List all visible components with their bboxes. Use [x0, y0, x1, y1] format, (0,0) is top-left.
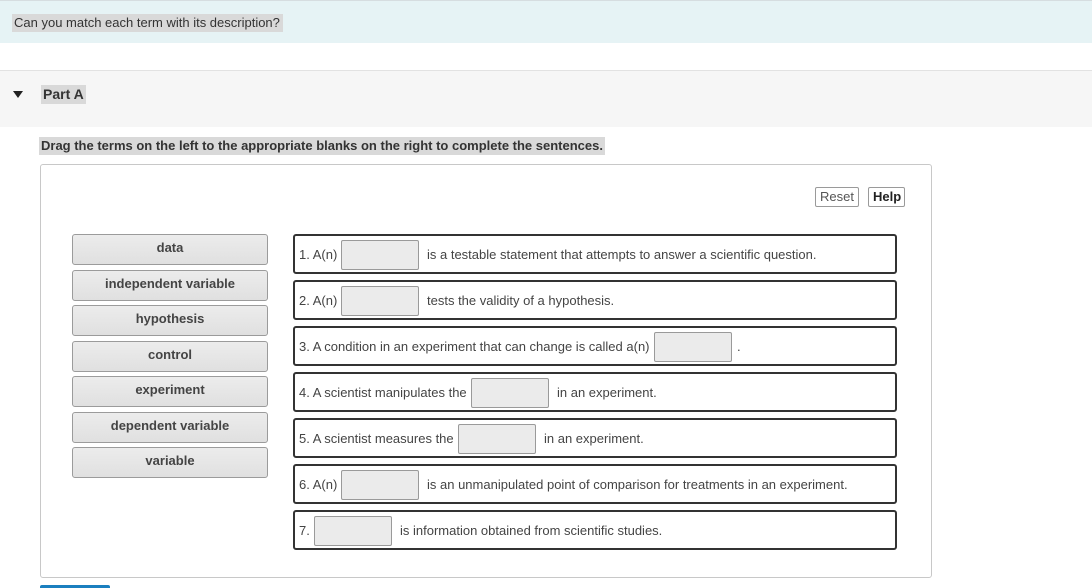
- sentence-7-after: is information obtained from scientific studies.: [400, 523, 663, 538]
- term-data[interactable]: data: [72, 234, 268, 265]
- instructions: Drag the terms on the left to the appropriate blanks on the right to complete the sentences.: [41, 138, 603, 153]
- sentence-6-after: is an unmanipulated point of comparison for treatments in an experiment.: [427, 477, 848, 492]
- sentence-2: [293, 280, 897, 320]
- term-experiment[interactable]: experiment: [72, 376, 268, 407]
- drop-blank-7[interactable]: [314, 516, 392, 546]
- drag-drop-workspace: [40, 164, 932, 578]
- sentence-3: [293, 326, 897, 366]
- sentence-5: [293, 418, 897, 458]
- sentence-2-after: tests the validity of a hypothesis.: [427, 293, 615, 308]
- drop-blank-6[interactable]: [341, 470, 419, 500]
- sentence-5-before: 5. A scientist measures the: [299, 431, 454, 446]
- drop-blank-4[interactable]: [471, 378, 549, 408]
- sentence-1-before: 1. A(n): [299, 247, 338, 262]
- sentence-7: [293, 510, 897, 550]
- sentence-5-after: in an experiment.: [544, 431, 644, 446]
- sentence-1-after: is a testable statement that attempts to answer a scientific question.: [427, 247, 817, 262]
- question-text: Can you match each term with its description?: [12, 14, 283, 32]
- sentence-6: [293, 464, 897, 504]
- sentence-4: [293, 372, 897, 412]
- term-variable[interactable]: variable: [72, 447, 268, 478]
- help-button[interactable]: Help: [868, 187, 905, 207]
- sentence-3-before: 3. A condition in an experiment that can change is called a(n): [299, 339, 650, 354]
- question-bar: [0, 1, 1092, 43]
- sentence-2-before: 2. A(n): [299, 293, 338, 308]
- sentence-4-before: 4. A scientist manipulates the: [299, 385, 467, 400]
- term-hypothesis[interactable]: hypothesis: [72, 305, 268, 336]
- drop-blank-3[interactable]: [654, 332, 732, 362]
- term-control[interactable]: control: [72, 341, 268, 372]
- sentence-7-before: 7.: [299, 523, 310, 538]
- sentence-3-after: .: [737, 339, 741, 354]
- part-title: Part A: [43, 86, 84, 102]
- reset-button[interactable]: Reset: [815, 187, 859, 207]
- sentence-1: [293, 234, 897, 274]
- sentence-4-after: in an experiment.: [557, 385, 657, 400]
- term-dependent-variable[interactable]: dependent variable: [72, 412, 268, 443]
- drop-blank-2[interactable]: [341, 286, 419, 316]
- term-independent-variable[interactable]: independent variable: [72, 270, 268, 301]
- part-a-header[interactable]: [0, 71, 1092, 127]
- drop-blank-5[interactable]: [458, 424, 536, 454]
- caret-down-icon[interactable]: [13, 91, 23, 98]
- drop-blank-1[interactable]: [341, 240, 419, 270]
- sentence-6-before: 6. A(n): [299, 477, 338, 492]
